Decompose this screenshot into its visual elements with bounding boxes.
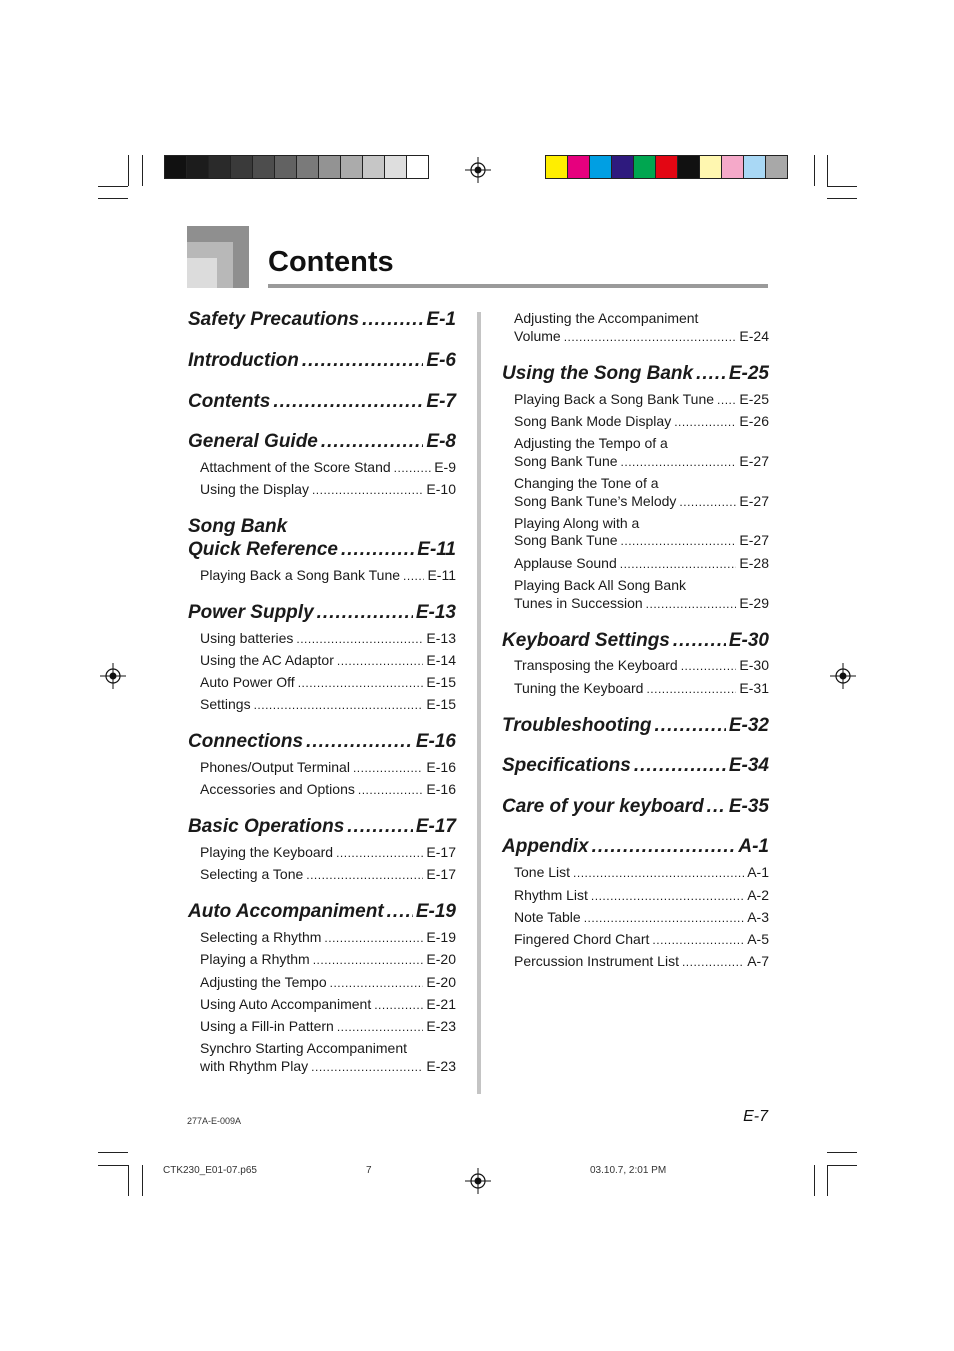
toc-section-entry — [502, 836, 769, 858]
toc-subentry — [514, 555, 769, 571]
toc-subentry — [514, 493, 769, 509]
toc-entry-label: Tuning the Keyboard — [514, 680, 644, 696]
color-swatch — [253, 156, 275, 178]
toc-entry-page: E-29 — [739, 595, 769, 611]
toc-subentry — [200, 652, 456, 668]
toc-entry-page: E-23 — [426, 1058, 456, 1074]
toc-entry-label: Song Bank Mode Display — [514, 413, 672, 429]
toc-dot-leader — [296, 632, 423, 646]
toc-entry-page: E-25 — [728, 363, 769, 384]
toc-subentry — [514, 595, 769, 611]
crop-mark — [827, 1165, 828, 1196]
toc-entry-page: E-1 — [426, 309, 456, 330]
toc-entry-label: Specifications — [502, 755, 631, 776]
toc-dot-leader — [306, 868, 423, 882]
toc-dot-leader — [717, 393, 736, 407]
color-swatch — [209, 156, 231, 178]
toc-dot-leader — [311, 1060, 423, 1074]
toc-dot-leader — [394, 461, 432, 475]
toc-dot-leader — [573, 866, 744, 880]
toc-subentry — [200, 481, 456, 497]
toc-section-entry — [188, 731, 456, 753]
toc-dot-leader — [592, 836, 736, 858]
color-swatch-bar — [545, 155, 788, 179]
toc-subentry — [200, 1018, 456, 1034]
toc-entry-label: Using the Song Bank — [502, 363, 694, 384]
crop-mark — [827, 186, 857, 187]
toc-entry-label: Attachment of the Score Stand — [200, 459, 391, 475]
toc-dot-leader — [324, 931, 423, 945]
toc-entry-page: E-11 — [417, 539, 456, 560]
toc-entry-label: Using the AC Adaptor — [200, 652, 334, 668]
toc-dot-leader — [306, 731, 413, 753]
toc-entry-page: E-31 — [739, 680, 769, 696]
grayscale-swatch-bar — [164, 155, 429, 179]
toc-entry-page: A-1 — [747, 864, 769, 880]
toc-subentry — [514, 909, 769, 925]
toc-entry-page: E-26 — [739, 413, 769, 429]
crop-mark — [814, 155, 815, 186]
toc-entry-page: E-25 — [739, 391, 769, 407]
toc-entry-label: Fingered Chord Chart — [514, 931, 650, 947]
toc-dot-leader — [341, 539, 414, 561]
toc-entry-label: Using a Fill-in Pattern — [200, 1018, 334, 1034]
crop-mark — [814, 1165, 815, 1196]
toc-section-entry — [188, 539, 456, 561]
toc-entry-page: E-19 — [426, 929, 456, 945]
toc-entry-label: Troubleshooting — [502, 715, 652, 736]
toc-subentry — [200, 630, 456, 646]
color-swatch — [297, 156, 319, 178]
toc-subentry — [200, 759, 456, 775]
toc-entry-page: E-7 — [426, 391, 456, 412]
crop-mark — [827, 1165, 857, 1166]
toc-entry-label: Playing a Rhythm — [200, 951, 310, 967]
toc-entry-label: Contents — [188, 391, 271, 412]
color-swatch — [634, 156, 656, 178]
toc-entry-label: Accessories and Options — [200, 781, 355, 797]
toc-entry-label: Using batteries — [200, 630, 294, 646]
toc-dot-leader — [337, 1020, 424, 1034]
color-swatch — [590, 156, 612, 178]
toc-subentry — [200, 459, 456, 475]
toc-subentry-line: Playing Back All Song Bank — [514, 577, 686, 593]
color-swatch — [656, 156, 678, 178]
toc-dot-leader — [564, 330, 737, 344]
toc-dot-leader — [302, 350, 424, 372]
color-swatch — [678, 156, 700, 178]
toc-subentry — [514, 532, 769, 548]
toc-entry-label: Using the Display — [200, 481, 309, 497]
color-swatch — [341, 156, 363, 178]
title-rule — [268, 284, 768, 288]
toc-entry-label: Song Bank Tune’s Melody — [514, 493, 677, 509]
crop-mark — [142, 1165, 143, 1196]
toc-entry-page: E-14 — [426, 652, 456, 668]
toc-dot-leader — [336, 846, 423, 860]
toc-entry-page: A-1 — [738, 836, 769, 857]
toc-section-entry — [188, 350, 456, 372]
toc-dot-leader — [254, 698, 424, 712]
toc-entry-page: E-28 — [739, 555, 769, 571]
toc-entry-page: A-7 — [747, 953, 769, 969]
toc-entry-page: E-23 — [426, 1018, 456, 1034]
color-swatch — [165, 156, 187, 178]
toc-entry-page: E-15 — [426, 674, 456, 690]
color-swatch — [766, 156, 787, 178]
color-swatch — [612, 156, 634, 178]
toc-dot-leader — [646, 682, 736, 696]
toc-entry-page: E-34 — [728, 755, 769, 776]
toc-entry-label: Tunes in Succession — [514, 595, 643, 611]
toc-entry-page: E-8 — [426, 431, 456, 452]
toc-entry-page: A-2 — [747, 887, 769, 903]
toc-section-entry — [188, 816, 456, 838]
toc-dot-leader — [696, 363, 726, 385]
toc-entry-label: General Guide — [188, 431, 318, 452]
crop-mark — [128, 1165, 129, 1196]
toc-subentry — [514, 887, 769, 903]
toc-entry-page: E-17 — [426, 844, 456, 860]
toc-dot-leader — [321, 431, 424, 453]
crop-mark — [827, 1152, 857, 1153]
column-divider — [477, 312, 481, 1094]
color-swatch — [700, 156, 722, 178]
color-swatch — [568, 156, 590, 178]
toc-entry-label: Adjusting the Tempo — [200, 974, 327, 990]
toc-entry-label: Quick Reference — [188, 539, 338, 560]
registration-mark-icon — [100, 663, 126, 689]
toc-dot-leader — [673, 630, 726, 652]
toc-entry-page: E-20 — [426, 951, 456, 967]
crop-mark — [98, 186, 128, 187]
toc-entry-page: E-6 — [426, 350, 456, 371]
toc-subentry — [514, 657, 769, 673]
toc-entry-label: Rhythm List — [514, 887, 588, 903]
toc-subentry — [514, 391, 769, 407]
toc-dot-leader — [337, 654, 424, 668]
toc-entry-page: E-15 — [426, 696, 456, 712]
color-swatch — [744, 156, 766, 178]
toc-entry-label: Transposing the Keyboard — [514, 657, 678, 673]
toc-entry-page: A-5 — [747, 931, 769, 947]
toc-section-entry — [502, 630, 769, 652]
toc-section-entry — [188, 901, 456, 923]
toc-entry-label: with Rhythm Play — [200, 1058, 309, 1074]
crop-mark — [98, 198, 128, 199]
toc-entry-page: E-30 — [739, 657, 769, 673]
toc-entry-label: Song Bank Tune — [514, 532, 618, 548]
toc-subentry — [514, 953, 769, 969]
color-swatch — [407, 156, 428, 178]
toc-entry-label: Care of your keyboard — [502, 796, 704, 817]
toc-subentry-line: Playing Along with a — [514, 515, 640, 531]
toc-dot-leader — [621, 455, 737, 469]
toc-subentry — [200, 696, 456, 712]
toc-dot-leader — [679, 495, 736, 509]
toc-subentry — [200, 866, 456, 882]
toc-entry-page: E-10 — [426, 481, 456, 497]
toc-entry-label: Tone List — [514, 864, 571, 880]
toc-subentry — [200, 781, 456, 797]
toc-entry-page: E-17 — [426, 866, 456, 882]
toc-entry-page: E-27 — [739, 493, 769, 509]
toc-subentry-line: Synchro Starting Accompaniment — [200, 1040, 407, 1056]
toc-dot-leader — [317, 602, 413, 624]
color-swatch — [275, 156, 297, 178]
toc-dot-leader — [312, 483, 423, 497]
toc-dot-leader — [620, 557, 737, 571]
toc-entry-page: E-35 — [728, 796, 769, 817]
toc-entry-page: E-11 — [427, 567, 456, 583]
toc-dot-leader — [403, 569, 424, 583]
toc-entry-page: E-27 — [739, 453, 769, 469]
toc-section-entry — [188, 431, 456, 453]
color-swatch — [546, 156, 568, 178]
toc-subentry-line: Adjusting the Accompaniment — [514, 310, 699, 326]
crop-mark — [98, 1165, 128, 1166]
toc-section-entry — [188, 602, 456, 624]
color-swatch — [385, 156, 407, 178]
toc-entry-page: E-16 — [426, 759, 456, 775]
toc-subentry — [200, 674, 456, 690]
toc-entry-label: Playing Back a Song Bank Tune — [200, 567, 401, 583]
toc-dot-leader — [682, 955, 744, 969]
toc-dot-leader — [634, 755, 726, 777]
toc-entry-label: Playing the Keyboard — [200, 844, 334, 860]
toc-entry-label: Volume — [514, 328, 561, 344]
toc-dot-leader — [353, 761, 423, 775]
toc-subentry-line: Changing the Tone of a — [514, 475, 659, 491]
toc-entry-label: Introduction — [188, 350, 299, 371]
toc-dot-leader — [591, 889, 744, 903]
toc-section-entry — [502, 796, 769, 818]
toc-entry-page: E-16 — [415, 731, 456, 752]
crop-mark — [142, 155, 143, 186]
toc-dot-leader — [681, 659, 737, 673]
toc-dot-leader — [652, 933, 744, 947]
toc-entry-label: Playing Back a Song Bank Tune — [514, 391, 715, 407]
toc-entry-label: Auto Power Off — [200, 674, 295, 690]
toc-subentry — [200, 929, 456, 945]
toc-subentry — [514, 864, 769, 880]
toc-entry-label: Connections — [188, 731, 304, 752]
toc-subentry — [200, 951, 456, 967]
toc-entry-label: Percussion Instrument List — [514, 953, 679, 969]
toc-dot-leader — [273, 391, 423, 413]
toc-entry-label: Phones/Output Terminal — [200, 759, 350, 775]
toc-subentry — [514, 453, 769, 469]
print-timestamp: 03.10.7, 2:01 PM — [590, 1165, 667, 1176]
toc-subentry — [200, 567, 456, 583]
toc-subentry — [200, 974, 456, 990]
color-swatch — [231, 156, 253, 178]
toc-dot-leader — [374, 998, 423, 1012]
crop-mark — [98, 1152, 128, 1153]
toc-subentry — [514, 680, 769, 696]
toc-entry-page: E-20 — [426, 974, 456, 990]
title-decoration — [187, 226, 249, 288]
toc-section-entry — [502, 715, 769, 737]
toc-subentry — [200, 996, 456, 1012]
toc-entry-label: Selecting a Rhythm — [200, 929, 322, 945]
file-name: CTK230_E01-07.p65 — [163, 1165, 257, 1176]
toc-entry-page: E-19 — [415, 901, 456, 922]
toc-section-entry — [188, 309, 456, 331]
color-swatch — [319, 156, 341, 178]
toc-entry-page: E-13 — [415, 602, 456, 623]
toc-entry-label: Settings — [200, 696, 251, 712]
toc-dot-leader — [655, 715, 726, 737]
toc-entry-page: E-32 — [728, 715, 769, 736]
toc-entry-page: A-3 — [747, 909, 769, 925]
toc-entry-page: E-21 — [426, 996, 456, 1012]
registration-mark-icon — [465, 1168, 491, 1194]
crop-mark — [827, 155, 828, 186]
toc-subentry — [200, 1058, 456, 1074]
toc-dot-leader — [313, 953, 424, 967]
toc-dot-leader — [674, 415, 736, 429]
toc-entry-page: E-24 — [739, 328, 769, 344]
toc-section-entry — [502, 755, 769, 777]
toc-dot-leader — [362, 309, 423, 331]
document-code: 277A-E-009A — [187, 1116, 242, 1126]
toc-subentry — [514, 931, 769, 947]
toc-entry-page: E-9 — [434, 459, 456, 475]
toc-dot-leader — [347, 816, 413, 838]
toc-dot-leader — [621, 534, 737, 548]
crop-mark — [827, 198, 857, 199]
registration-mark-icon — [830, 663, 856, 689]
toc-subentry — [514, 328, 769, 344]
toc-entry-page: E-17 — [415, 816, 456, 837]
crop-mark — [128, 155, 129, 186]
toc-section-entry — [502, 363, 769, 385]
toc-entry-label: Using Auto Accompaniment — [200, 996, 372, 1012]
toc-entry-label: Power Supply — [188, 602, 314, 623]
toc-subentry — [200, 844, 456, 860]
toc-entry-label: Appendix — [502, 836, 589, 857]
toc-entry-label: Note Table — [514, 909, 581, 925]
registration-mark-icon — [465, 157, 491, 183]
color-swatch — [187, 156, 209, 178]
sheet-number: 7 — [366, 1165, 372, 1176]
toc-dot-leader — [387, 901, 413, 923]
toc-dot-leader — [358, 783, 424, 797]
toc-entry-page: E-27 — [739, 532, 769, 548]
toc-entry-label: Applause Sound — [514, 555, 617, 571]
toc-section-entry — [188, 391, 456, 413]
toc-section-heading-line: Song Bank — [188, 516, 288, 537]
toc-entry-page: E-13 — [426, 630, 456, 646]
toc-dot-leader — [330, 976, 424, 990]
page-number: E-7 — [743, 1108, 768, 1125]
toc-entry-page: E-16 — [426, 781, 456, 797]
toc-entry-label: Safety Precautions — [188, 309, 360, 330]
toc-entry-label: Selecting a Tone — [200, 866, 304, 882]
toc-dot-leader — [707, 796, 726, 818]
toc-subentry-line: Adjusting the Tempo of a — [514, 435, 668, 451]
toc-entry-label: Basic Operations — [188, 816, 345, 837]
toc-dot-leader — [584, 911, 745, 925]
toc-dot-leader — [298, 676, 424, 690]
toc-entry-label: Auto Accompaniment — [188, 901, 384, 922]
toc-dot-leader — [646, 597, 737, 611]
color-swatch — [722, 156, 744, 178]
toc-entry-label: Song Bank Tune — [514, 453, 618, 469]
toc-entry-page: E-30 — [728, 630, 769, 651]
color-swatch — [363, 156, 385, 178]
toc-entry-label: Keyboard Settings — [502, 630, 670, 651]
page-title: Contents — [268, 246, 394, 278]
toc-subentry — [514, 413, 769, 429]
